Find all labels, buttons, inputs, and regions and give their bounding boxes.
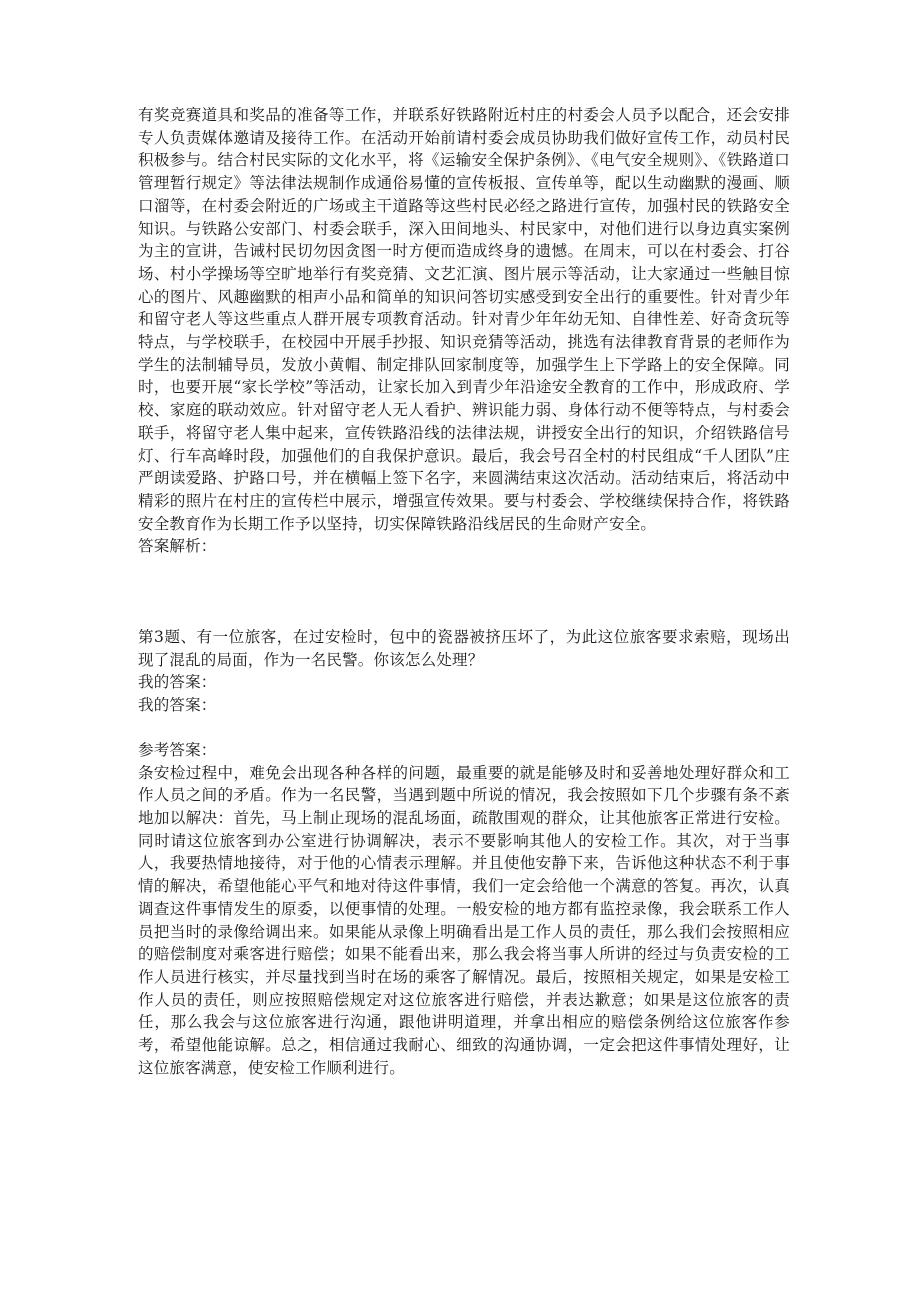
spacer [138, 558, 790, 626]
previous-answer-body: 有奖竞赛道具和奖品的准备等工作，并联系好铁路附近村庄的村委会人员予以配合，还会安排专人负责媒体邀请及接待工作。在活动开始前请村委会成员协助我们做好宣传工作，动员村民积极参与。结合村民实际的文化水平，将《运输安全保护条例》、《电气安全规则》、《铁路道口管理暂行规定》等法律法规制作成通俗易懂的宣传板报、宣传单等，配以生动幽默的漫画、顺口溜等，在村委会附近的广场或主干道路等这些村民必经之路进行宣传，加强村民的铁路安全知识。与铁路公安部门、村委会联手，深入田间地头、村民家中，对他们进行以身边真实案例为主的宣讲，告诫村民切勿因贪图一时方便而造成终身的遗憾。在周末，可以在村委会、打谷场、村小学操场等空旷地举行有奖竞猜、文艺汇演、图片展示等活动，让大家通过一些触目惊心的图片、风趣幽默的相声小品和简单的知识问答切实感受到安全出行的重要性。针对青少年和留守老人等这些重点人群开展专项教育活动。针对青少年年幼无知、自律性差、好奇贪玩等特点，与学校联手，在校园中开展手抄报、知识竞猜等活动，挑选有法律教育背景的老师作为学生的法制辅导员，发放小黄帽、制定排队回家制度等，加强学生上下学路上的安全保障。同时，也要开展“家长学校”等活动，让家长加入到青少年沿途安全教育的工作中，形成政府、学校、家庭的联动效应。针对留守老人无人看护、辨识能力弱、身体行动不便等特点，与村委会联手，将留守老人集中起来，宣传铁路沿线的法律法规，讲授安全出行的知识，介绍铁路信号灯、行车高峰时段，加强他们的自我保护意识。最后，我会号召全村的村民组成“千人团队”庄严朗读爱路、护路口号，并在横幅上签下名字，来圆满结束这次活动。活动结束后，将活动中精彩的照片在村庄的宣传栏中展示，增强宣传效果。要与村委会、学校继续保持合作，将铁路安全教育作为长期工作予以坚持，切实保障铁路沿线居民的生命财产安全。 [138, 106, 790, 533]
my-answer-label: 我的答案： [138, 696, 217, 715]
spacer [138, 717, 790, 739]
my-answer-label: 我的答案： [138, 673, 217, 692]
question-3-prompt: 第3题、有一位旅客，在过安检时，包中的瓷器被挤压坏了，为此这位旅客要求索赔，现场出现了混乱的局面，作为一名民警。你该怎么处理？ [138, 628, 790, 669]
answer-analysis-label: 答案解析： [138, 537, 217, 556]
reference-answer-label: 参考答案： [138, 740, 217, 759]
reference-answer-body: 条安检过程中，难免会出现各种各样的问题，最重要的就是能够及时和妥善地处理好群众和工作人员之间的矛盾。作为一名民警，当遇到题中所说的情况，我会按照如下几个步骤有条不紊地加以解决：首先，马上制止现场的混乱场面，疏散围观的群众，让其他旅客正常进行安检。同时请这位旅客到办公室进行协调解决，表示不要影响其他人的安检工作。其次，对于当事人，我要热情地接待，对于他的心情表示理解。并且使他安静下来，告诉他这种状态不利于事情的解决，希望他能心平气和地对待这件事情，我们一定会给他一个满意的答复。再次，认真调查这件事情发生的原委，以便事情的处理。一般安检的地方都有监控录像，我会联系工作人员把当时的录像给调出来。如果能从录像上明确看出是工作人员的责任，那么我们会按照相应的赔偿制度对乘客进行赔偿；如果不能看出来，那么我会将当事人所讲的经过与负责安检的工作人员进行核实，并尽量找到当时在场的乘客了解情况。最后，按照相关规定，如果是安检工作人员的责任，则应按照赔偿规定对这位旅客进行赔偿，并表达歉意；如果是这位旅客的责任，那么我会与这位旅客进行沟通，跟他讲明道理，并拿出相应的赔偿条例给这位旅客作参考，希望他能谅解。总之，相信通过我耐心、细致的沟通协调，一定会把这件事情处理好，让这位旅客满意，使安检工作顺利进行。 [138, 763, 790, 1077]
document-page [138, 104, 790, 1079]
